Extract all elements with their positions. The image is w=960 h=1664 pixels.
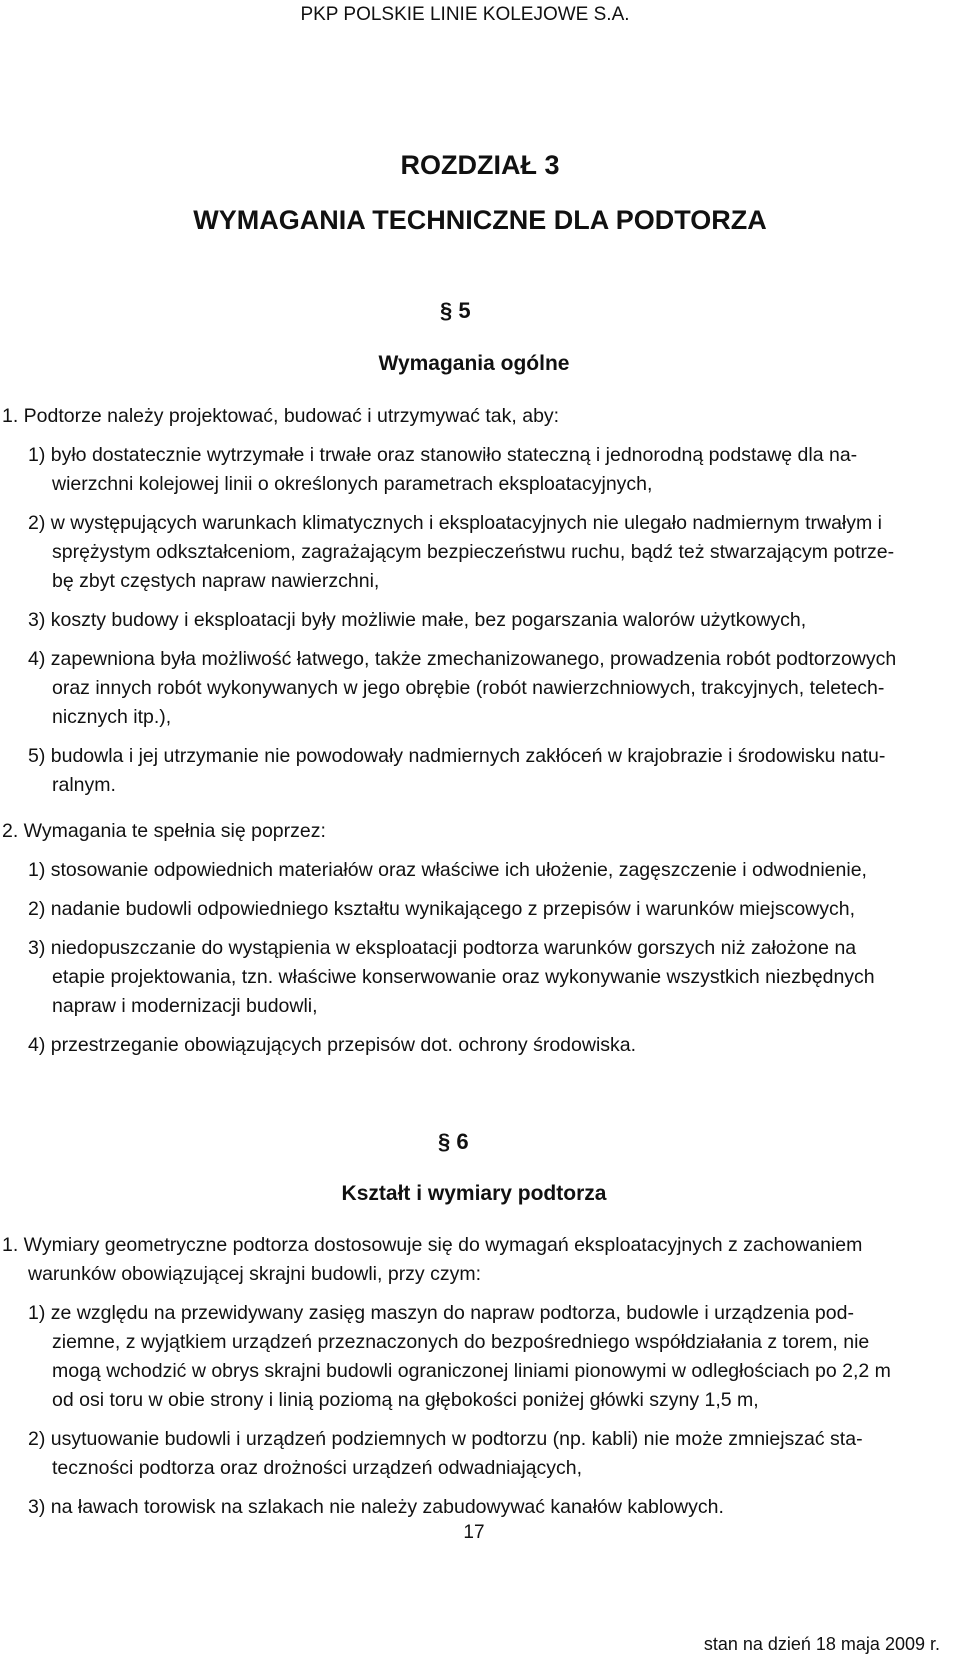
- s5-2-subitem-4: 4) przestrzeganie obowiązujących przepisów dot. ochrony środowiska.: [28, 1034, 637, 1056]
- s5-item-2: 2. Wymagania te spełnia się poprzez:: [2, 820, 326, 842]
- s5-subitem-5: 5) budowla i jej utrzymanie nie powodowały nadmiernych zakłóceń w krajobrazie i środowisku natu-: [28, 745, 886, 767]
- s6-subitem-1-cont3: od osi toru w obie strony i linią poziomą na głębokości poniżej główki szyny 1,5 m,: [52, 1389, 759, 1411]
- page-number: 17: [463, 1522, 485, 1543]
- s5-subitem-4-cont2: nicznych itp.),: [52, 706, 172, 728]
- s5-subitem-4-cont: oraz innych robót wykonywanych w jego obrębie (robót nawierzchniowych, trakcyjnych, teletech-: [52, 677, 885, 699]
- s6-subitem-3: 3) na ławach torowisk na szlakach nie należy zabudowywać kanałów kablowych.: [28, 1496, 724, 1518]
- s5-subitem-3: 3) koszty budowy i eksploatacji były możliwie małe, bez pogarszania walorów użytkowych,: [28, 609, 807, 631]
- s5-subitem-1: 1) było dostatecznie wytrzymałe i trwałe oraz stanowiło stateczną i jednorodną podstawę dla na-: [28, 444, 858, 466]
- s5-2-subitem-2: 2) nadanie budowli odpowiedniego kształtu wynikającego z przepisów i warunków miejscowych,: [28, 898, 856, 920]
- s5-2-subitem-3-cont2: napraw i modernizacji budowli,: [52, 995, 318, 1017]
- section-5-title: Wymagania ogólne: [378, 352, 570, 375]
- s5-subitem-1-cont: wierzchni kolejowej linii o określonych parametrach eksploatacyjnych,: [52, 473, 653, 495]
- document-header: PKP POLSKIE LINIE KOLEJOWE S.A.: [300, 4, 630, 25]
- s6-subitem-2: 2) usytuowanie budowli i urządzeń podziemnych w podtorzu (np. kabli) nie może zmniejszać sta-: [28, 1428, 863, 1450]
- chapter-subtitle: WYMAGANIA TECHNICZNE DLA PODTORZA: [193, 205, 767, 235]
- section-6-title: Kształt i wymiary podtorza: [341, 1182, 607, 1205]
- s6-subitem-1: 1) ze względu na przewidywany zasięg maszyn do napraw podtorza, budowle i urządzenia pod-: [28, 1302, 854, 1324]
- s6-subitem-2-cont: teczności podtorza oraz drożności urządzeń odwadniających,: [52, 1457, 583, 1479]
- s5-2-subitem-3: 3) niedopuszczanie do wystąpienia w eksploatacji podtorza warunków gorszych niż założone na: [28, 937, 857, 959]
- s5-subitem-2: 2) w występujących warunkach klimatycznych i eksploatacyjnych nie ulegało nadmiernym trwałym i: [28, 512, 883, 534]
- s5-subitem-4: 4) zapewniona była możliwość łatwego, także zmechanizowanego, prowadzenia robót podtorzowych: [28, 648, 897, 670]
- s5-2-subitem-1: 1) stosowanie odpowiednich materiałów oraz właściwe ich ułożenie, zagęszczenie i odwodnienie,: [28, 859, 867, 881]
- s5-subitem-5-cont: ralnym.: [52, 774, 116, 796]
- footer-date: stan na dzień 18 maja 2009 r.: [703, 1634, 940, 1654]
- s6-subitem-1-cont: ziemne, z wyjątkiem urządzeń przeznaczonych do bezpośredniego współdziałania z torem, nie: [52, 1331, 870, 1353]
- section-6-symbol: § 6: [438, 1129, 469, 1154]
- chapter-title: ROZDZIAŁ 3: [400, 150, 560, 180]
- s6-subitem-1-cont2: mogą wchodzić w obrys skrajni budowli ograniczonej liniami pionowymi w odległościach po 2,2 m: [52, 1360, 891, 1382]
- s6-item-1: 1. Wymiary geometryczne podtorza dostosowuje się do wymagań eksploatacyjnych z zachowaniem: [2, 1234, 863, 1256]
- s5-2-subitem-3-cont: etapie projektowania, tzn. właściwe konserwowanie oraz wykonywanie wszystkich niezbędnych: [52, 966, 875, 988]
- s6-item-1-cont: warunków obowiązującej skrajni budowli, przy czym:: [28, 1263, 482, 1285]
- s5-subitem-2-cont: sprężystym odkształceniom, zagrażającym bezpieczeństwu ruchu, bądź też stwarzającym potrze-: [52, 541, 895, 563]
- s5-item-1: 1. Podtorze należy projektować, budować i utrzymywać tak, aby:: [2, 405, 560, 427]
- s5-subitem-2-cont2: bę zbyt częstych napraw nawierzchni,: [52, 570, 380, 592]
- section-5-symbol: § 5: [440, 298, 471, 323]
